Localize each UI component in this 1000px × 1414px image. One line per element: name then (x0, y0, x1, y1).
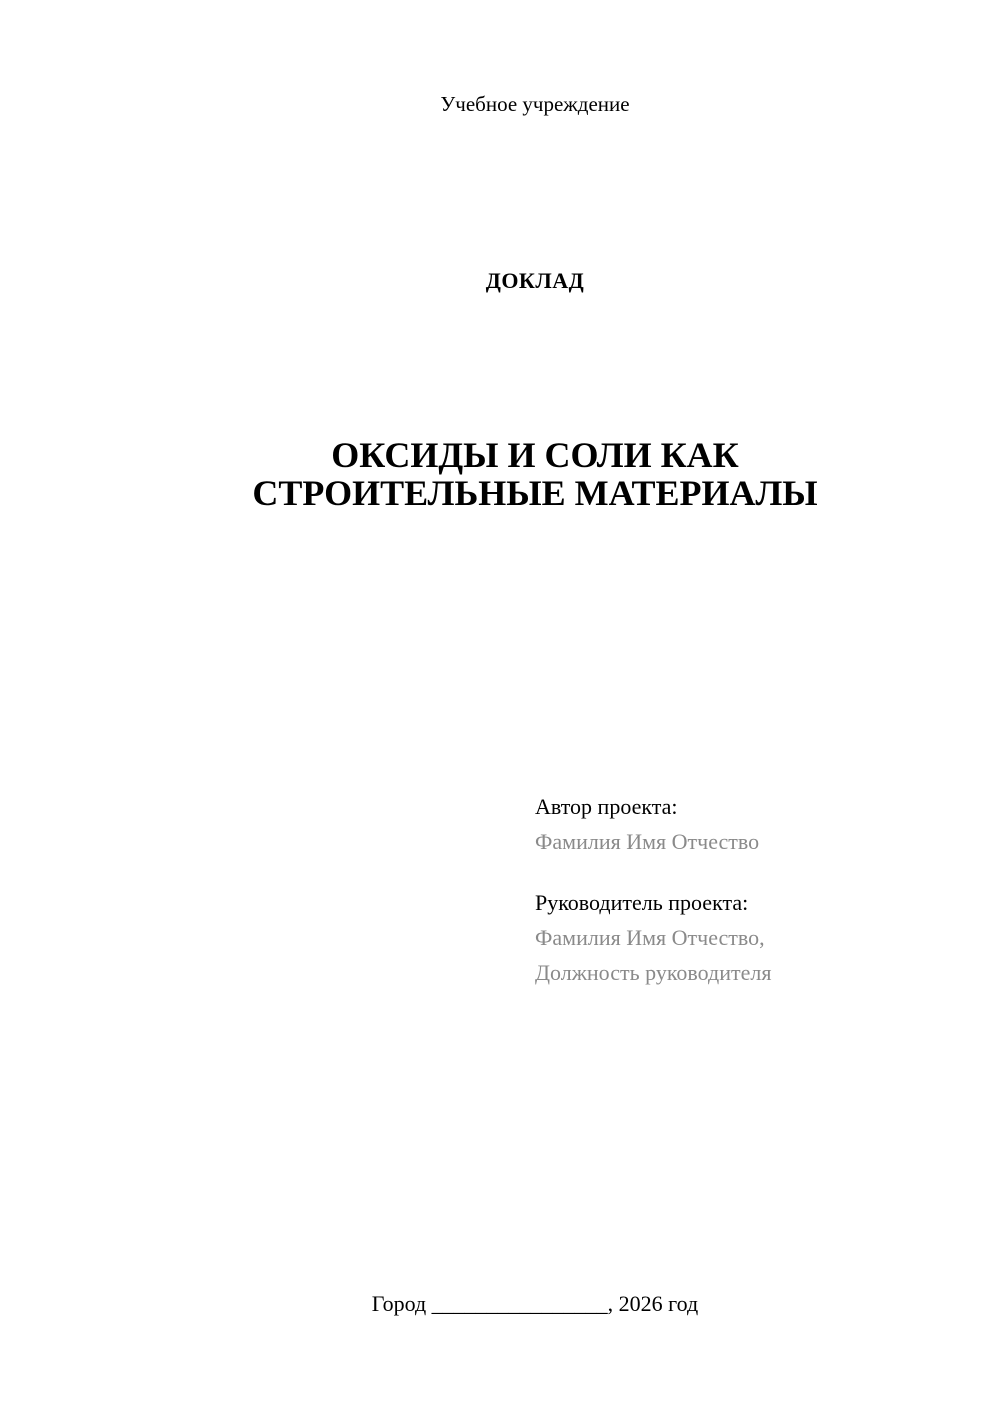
credits-block (535, 789, 771, 990)
city-label: Город (371, 1291, 427, 1316)
supervisor-name: Фамилия Имя Отчество, (535, 925, 765, 950)
document-title-line-2: СТРОИТЕЛЬНЫЕ МАТЕРИАЛЫ (252, 473, 818, 513)
year-text: , 2026 год (607, 1291, 699, 1316)
supervisor-label: Руководитель проекта: (535, 890, 749, 915)
author-label: Автор проекта: (535, 794, 678, 819)
author-name: Фамилия Имя Отчество (535, 829, 760, 854)
document-title-line-1: ОКСИДЫ И СОЛИ КАК (331, 435, 739, 475)
city-blank: ________________ (431, 1291, 608, 1316)
credits-spacer (535, 859, 771, 885)
document-type: ДОКЛАД (485, 268, 585, 293)
supervisor-position: Должность руководителя (535, 960, 772, 985)
footer-city-year (0, 1291, 1000, 1317)
institution-name: Учебное учреждение (440, 92, 630, 116)
document-title (0, 436, 1000, 512)
